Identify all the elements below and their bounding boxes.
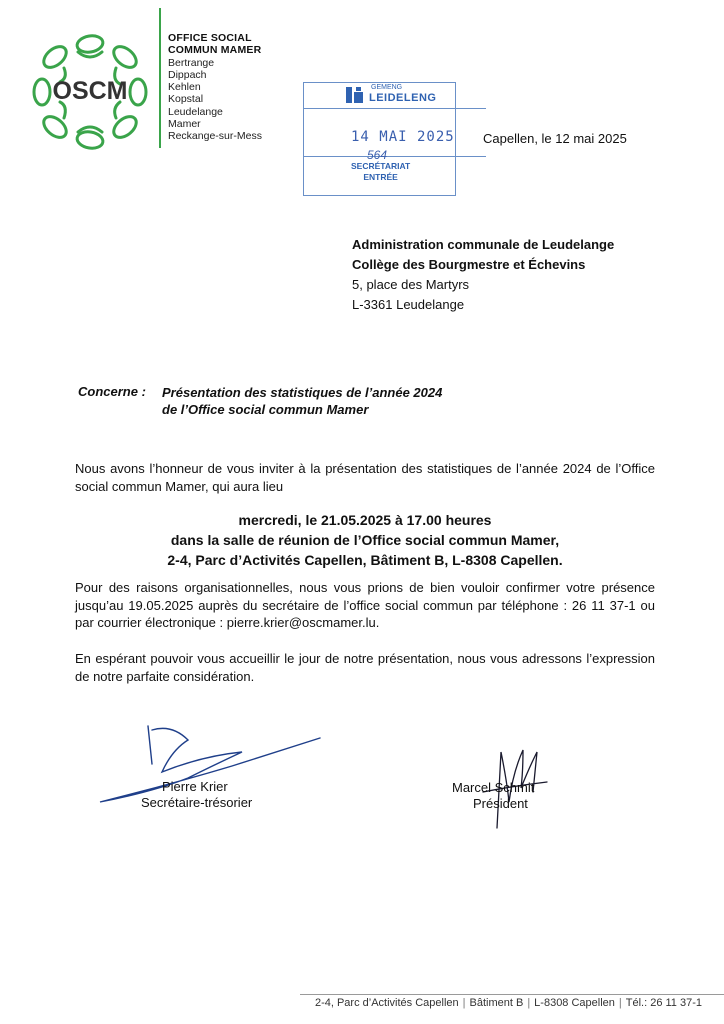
footer-postal: L-8308 Capellen: [534, 997, 615, 1009]
stamp-secretariat-label: SECRÉTARIAT: [351, 161, 411, 171]
stamp-gemeng: GEMENG: [371, 84, 403, 91]
commune-crest-icon: [345, 86, 365, 104]
event-venue: dans la salle de réunion de l’Office social commun Mamer,: [170, 532, 560, 548]
commune-reckange: Reckange-sur-Mess: [168, 130, 262, 143]
confirm-paragraph: Pour des raisons organisationnelles, nous vous prions de bien vouloir confirmer votre présence jusqu’au 19.05.2025 auprès du secrétaire de l’office social commun par téléphone : 26 11 37-1 ou par courrier électronique : pierre.krier@oscmamer.lu.: [75, 580, 655, 630]
event-address: 2-4, Parc d’Activités Capellen, Bâtiment B, L-8308 Capellen.: [167, 552, 563, 568]
closing-paragraph: En espérant pouvoir vous accueillir le jour de notre présentation, nous vous adressons l’expression de notre parfaite considération.: [75, 651, 655, 684]
event-details: [75, 510, 655, 570]
stamp-commune: LEIDELENG: [369, 92, 437, 104]
subject-line2: de l’Office social commun Mamer: [162, 402, 369, 417]
stamp-date: 14 MAI 2025: [351, 129, 455, 145]
signatory-left-title: Secrétaire-trésorier: [141, 795, 253, 810]
subject-line1: Présentation des statistiques de l’année 2024: [162, 385, 443, 400]
signatory-right-name: Marcel Schmit: [452, 780, 535, 795]
organization-block: [168, 32, 262, 143]
recipient-address: [352, 235, 614, 315]
logo-text: OSCM: [52, 77, 128, 105]
stamp-number: 564: [367, 148, 388, 162]
stamp-entree-label: ENTRÉE: [363, 172, 398, 182]
header-divider: [159, 8, 161, 148]
received-stamp: [303, 82, 486, 196]
footer-phone: Tél.: 26 11 37-1: [625, 997, 702, 1009]
subject-label: Concerne :: [78, 384, 146, 399]
commune-mamer: Mamer: [168, 118, 201, 131]
subject-text: [162, 384, 442, 418]
recipient-line3: 5, place des Martyrs: [352, 277, 470, 292]
footer-divider: [300, 994, 724, 995]
recipient-line4: L-3361 Leudelange: [352, 297, 465, 312]
org-name-line1: OFFICE SOCIAL: [168, 32, 252, 44]
signatory-right-title: Président: [473, 796, 528, 811]
org-name-line2: COMMUN MAMER: [168, 44, 262, 57]
recipient-line1: Administration communale de Leudelange: [352, 237, 615, 252]
commune-dippach: Dippach: [168, 68, 207, 81]
recipient-line2: Collège des Bourgmestre et Échevins: [352, 257, 586, 272]
event-date-time: mercredi, le 21.05.2025 à 17.00 heures: [238, 512, 492, 528]
commune-kehlen: Kehlen: [168, 81, 201, 94]
footer-building: Bâtiment B: [469, 997, 524, 1009]
commune-leudelange: Leudelange: [168, 105, 223, 118]
commune-bertrange: Bertrange: [168, 56, 215, 69]
intro-paragraph: Nous avons l’honneur de vous inviter à la présentation des statistiques de l’année 2024 de l’Office social commun Mamer, qui aura lieu: [75, 461, 655, 494]
oscm-logo: [20, 22, 160, 162]
signatory-left-name: Pierre Krier: [162, 779, 228, 794]
place-date: Capellen, le 12 mai 2025: [483, 131, 627, 146]
footer: 2-4, Parc d’Activités Capellen | Bâtiment B | L-8308 Capellen | Tél.: 26 11 37-1: [314, 997, 702, 1009]
footer-address: 2-4, Parc d’Activités Capellen: [314, 997, 459, 1009]
stamp-secretariat: [351, 161, 410, 183]
commune-kopstal: Kopstal: [168, 93, 204, 106]
